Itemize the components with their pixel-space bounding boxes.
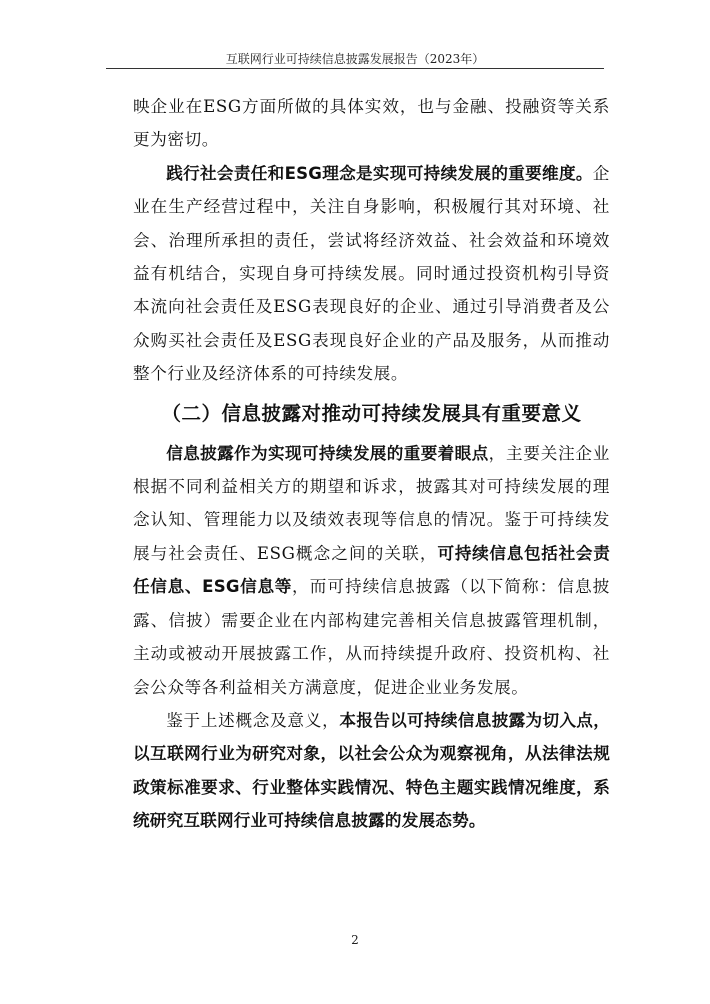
paragraph-inline-bold: 可持续信息包括社会责任信息、ESG信息等 (133, 543, 610, 597)
header-rule (106, 68, 604, 69)
paragraph-social-responsibility (133, 157, 610, 391)
running-header: 互联网行业可持续信息披露发展报告（2023年） (225, 52, 485, 66)
section-heading: （二）信息披露对推动可持续发展具有重要意义 (161, 401, 582, 425)
page-number: 2 (351, 933, 359, 947)
paragraph-lead-bold: 践行社会责任和ESG理念是实现可持续发展的重要维度。 (166, 163, 593, 183)
body-text (133, 90, 610, 838)
paragraph-text: ，而可持续信息披露（以下简称：信息披露、信披）需要企业在内部构建完善相关信息披露管理机制，主动或被动开展披露工作，从而持续提升政府、投资机构、社会公众等各利益相关方满意度，促进企业业务发展。 (133, 577, 610, 697)
paragraph-continued (133, 90, 610, 157)
paragraph-text: 企业在生产经营过程中，关注自身影响，积极履行其对环境、社会、治理所承担的责任，尝试将经济效益、社会效益和环境效益有机结合，实现自身可持续发展。同时通过投资机构引导资本流向社会责任及ESG表现良好的企业、通过引导消费者及公众购买社会责任及ESG表现良好企业的产品及服务，从而推动整个行业及经济体系的可持续发展。 (133, 163, 610, 384)
paragraph-disclosure (133, 437, 610, 704)
paragraph-text: ，主要关注企业根据不同利益相关方的期望和诉求，披露其对可持续发展的理念认知、管理能力以及绩效表现等信息的情况。鉴于可持续发展与社会责任、ESG概念之间的关联， (133, 443, 610, 563)
paragraph-text: 映企业在ESG方面所做的具体实效，也与金融、投融资等关系更为密切。 (133, 97, 610, 150)
paragraph-text: 鉴于上述概念及意义， (166, 710, 340, 730)
paragraph-lead-bold: 信息披露作为实现可持续发展的重要着眼点 (166, 443, 489, 463)
paragraph-report-scope (133, 704, 610, 838)
paragraph-inline-bold: 本报告以可持续信息披露为切入点，以互联网行业为研究对象，以社会公众为观察视角，从法律法规政策标准要求、行业整体实践情况、特色主题实践情况维度，系统研究互联网行业可持续信息披露的发展态势。 (133, 710, 611, 831)
